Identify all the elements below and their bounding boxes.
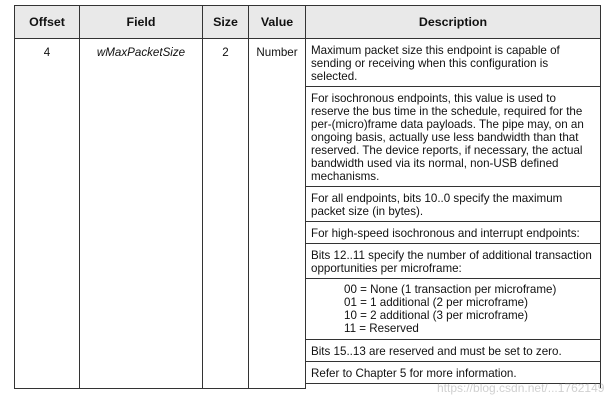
description-paragraph: Bits 12..11 specify the number of additional transaction opportunities per microframe: [306, 244, 601, 279]
encoding-item: 00 = None (1 transaction per microframe) [344, 283, 557, 296]
encoding-list [306, 279, 601, 340]
descriptor-field-table [14, 5, 601, 389]
description-paragraph: Maximum packet size this endpoint is capable of sending or receiving when this configuration is selected. [306, 39, 601, 87]
encoding-item: 01 = 1 additional (2 per microframe) [344, 296, 528, 309]
column-header-value: Value [249, 6, 306, 39]
column-header-description: Description [306, 6, 601, 39]
description-paragraph: For all endpoints, bits 10..0 specify the maximum packet size (in bytes). [306, 187, 601, 222]
cell-value: Number [249, 39, 306, 389]
table-header-row [15, 6, 601, 39]
description-paragraph: For high-speed isochronous and interrupt endpoints: [306, 222, 601, 244]
column-header-field: Field [80, 6, 203, 39]
reserved-bits-note: Bits 15..13 are reserved and must be set to zero. [306, 340, 601, 362]
encoding-item: 10 = 2 additional (3 per microframe) [344, 309, 528, 322]
watermark: https://blog.csdn.net/...1762149 [437, 381, 605, 395]
cell-offset: 4 [15, 39, 80, 389]
column-header-size: Size [203, 6, 249, 39]
table-row [15, 39, 601, 87]
cell-field: wMaxPacketSize [80, 39, 203, 389]
description-paragraph: For isochronous endpoints, this value is used to reserve the bus time in the schedule, required for the per-(micro)frame data payloads. The pipe may, on an ongoing basis, actually use less bandwidth than that reserved. The device reports, if necessary, the actual bandwidth used via its normal, non-USB defined mechanisms. [306, 87, 601, 187]
cell-size: 2 [203, 39, 249, 389]
encoding-item: 11 = Reserved [344, 322, 419, 335]
chapter-reference-note: Refer to Chapter 5 for more information. [306, 362, 601, 384]
column-header-offset: Offset [15, 6, 80, 39]
